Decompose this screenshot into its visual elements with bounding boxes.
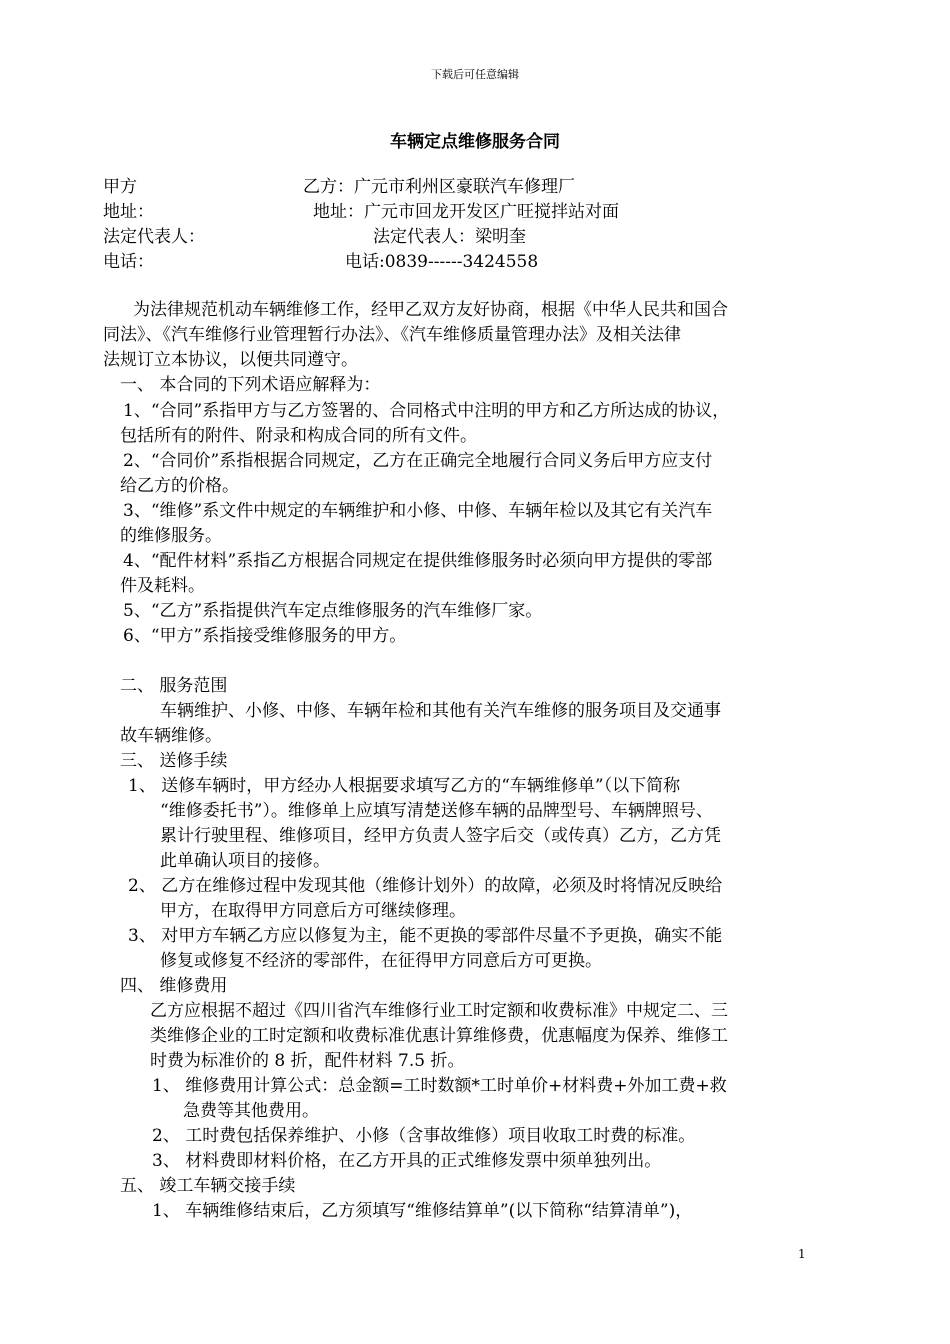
party-b-label: 乙方：广元市利州区豪联汽车修理厂 [303,177,575,197]
page-number: 1 [798,1247,806,1261]
body-line: 法规订立本协议，以便共同遵守。 [103,350,358,370]
body-line: 时费为标准价的 8 折，配件材料 7.5 折。 [150,1051,465,1071]
section-heading: 四、 维修费用 [120,976,228,996]
body-line: 车辆维护、小修、中修、车辆年检和其他有关汽车维修的服务项目及交通事 [160,701,721,721]
body-line: 给乙方的价格。 [120,476,239,496]
section-heading: 二、 服务范围 [120,676,228,696]
body-line: “维修委托书”）。维修单上应填写清楚送修车辆的品牌型号、车辆牌照号、 [160,801,713,821]
section-heading: 五、 竣工车辆交接手续 [120,1176,296,1196]
party-b-representative: 法定代表人：梁明奎 [373,227,526,247]
body-line: 1、 车辆维修结束后，乙方须填写“维修结算单”(以下简称“结算清单”)， [152,1201,693,1221]
body-line: 1、“合同”系指甲方与乙方签署的、合同格式中注明的甲方和乙方所达成的协议， [123,401,730,421]
body-line: 类维修企业的工时定额和收费标准优惠计算维修费，优惠幅度为保养、维修工 [150,1026,728,1046]
party-a-representative: 法定代表人： [103,227,205,247]
body-line: 2、 工时费包括保养维护、小修（含事故维修）项目收取工时费的标准。 [152,1126,696,1146]
body-line: 3、 材料费即材料价格，在乙方开具的正式维修发票中须单独列出。 [152,1151,662,1171]
body-line: 4、“配件材料”系指乙方根据合同规定在提供维修服务时必须向甲方提供的零部 [123,551,713,571]
body-line: 1、 送修车辆时，甲方经办人根据要求填写乙方的“车辆维修单”（以下简称 [128,776,681,796]
section-heading: 三、 送修手续 [120,751,228,771]
body-line: 包括所有的附件、附录和构成合同的所有文件。 [120,426,477,446]
body-line: 件及耗料。 [120,576,205,596]
body-line: 3、“维修”系文件中规定的车辆维护和小修、中修、车辆年检以及其它有关汽车 [123,501,713,521]
body-line: 故车辆维修。 [120,726,222,746]
document-title: 车辆定点维修服务合同 [390,132,560,152]
body-line: 6、“甲方”系指接受维修服务的甲方。 [123,626,407,646]
body-line: 乙方应根据不超过《四川省汽车维修行业工时定额和收费标准》中规定二、三 [150,1001,728,1021]
body-line: 此单确认项目的接修。 [160,851,330,871]
body-line: 累计行驶里程、维修项目，经甲方负责人签字后交（或传真）乙方，乙方凭 [160,826,721,846]
party-a-label: 甲方 [103,177,137,197]
body-line: 的维修服务。 [120,526,222,546]
header-note: 下载后可任意编辑 [431,68,519,81]
party-b-address: 地址：广元市回龙开发区广旺搅拌站对面 [313,202,619,222]
body-line: 修复或修复不经济的零部件，在征得甲方同意后方可更换。 [160,951,602,971]
body-line: 同法》、《汽车维修行业管理暂行办法》、《汽车维修质量管理办法》及相关法律 [103,325,681,345]
section-heading: 一、 本合同的下列术语应解释为： [120,375,381,395]
body-line: 为法律规范机动车辆维修工作，经甲乙双方友好协商，根据《中华人民共和国合 [133,300,728,320]
body-line: 1、 维修费用计算公式：总金额=工时数额*工时单价+材料费+外加工费+救 [152,1076,727,1096]
body-line: 急费等其他费用。 [183,1101,319,1121]
body-line: 2、“合同价”系指根据合同规定，乙方在正确完全地履行合同义务后甲方应支付 [123,451,713,471]
party-a-phone: 电话： [103,252,154,272]
body-line: 5、“乙方”系指提供汽车定点维修服务的汽车维修厂家。 [123,601,543,621]
body-line: 甲方，在取得甲方同意后方可继续修理。 [160,901,466,921]
party-b-phone: 电话:0839------3424558 [345,252,539,272]
body-line: 2、 乙方在维修过程中发现其他（维修计划外）的故障，必须及时将情况反映给 [128,876,723,896]
body-line: 3、 对甲方车辆乙方应以修复为主，能不更换的零部件尽量不予更换，确实不能 [128,926,723,946]
party-a-address: 地址： [103,202,154,222]
